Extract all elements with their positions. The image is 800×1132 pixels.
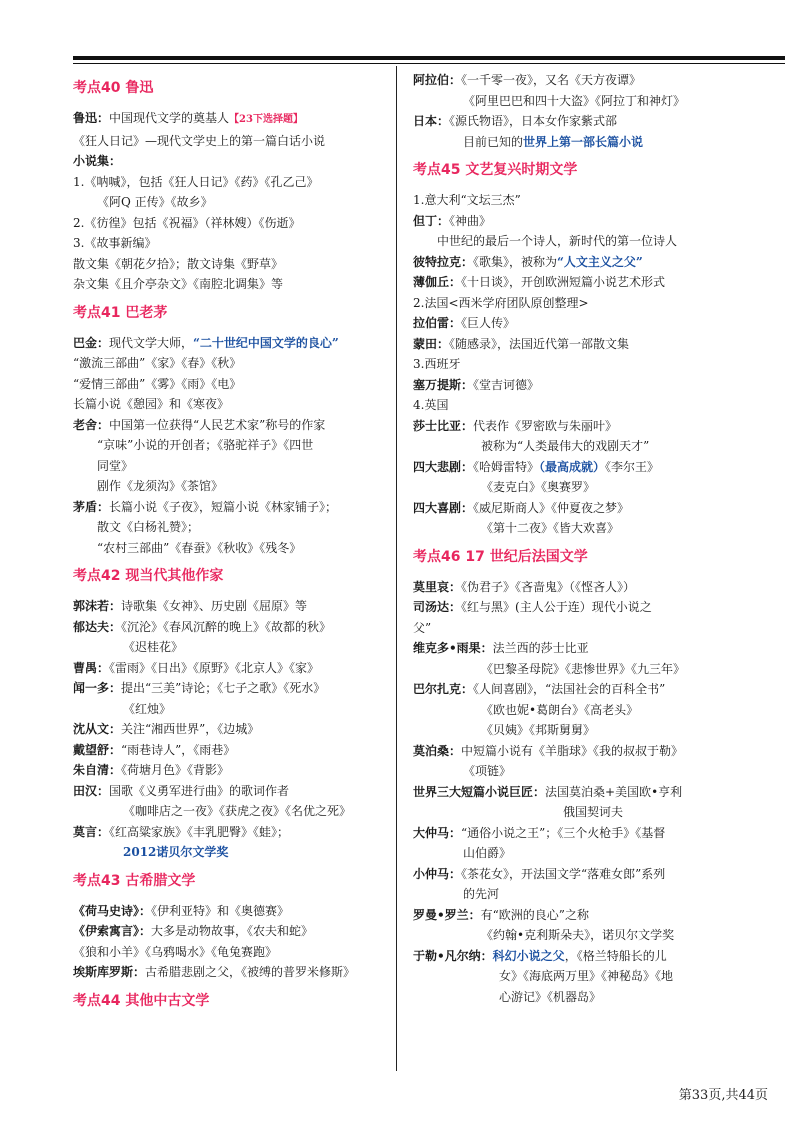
text-line: 小说集：: [73, 154, 122, 168]
text-line: 小仲马：《茶花女》，开法国文学“落难女郎”系列: [413, 866, 666, 881]
text-line: 1.意大利“文坛三杰”: [413, 193, 521, 207]
text-line: 莫里哀：《伪君子》《吝啬鬼》（《悭吝人》）: [413, 579, 636, 594]
text-line: 《伊索寓言》：大多是动物故事，《农夫和蛇》: [73, 924, 314, 938]
text-line: 《狼和小羊》《乌鸦喝水》《龟兔赛跑》: [73, 944, 278, 959]
section-heading-40: 考点40 鲁迅: [73, 80, 154, 96]
text-line: 日本：《源氏物语》，日本女作家紫式部: [413, 114, 618, 128]
text-line: 莎士比亚：代表作《罗密欧与朱丽叶》: [413, 418, 618, 433]
text-line: 《欧也妮•葛朗台》《高老头》: [481, 702, 639, 717]
text-line: 3.《故事新编》: [73, 236, 157, 250]
text-line: 薄伽丘：《十日谈》，开创欧洲短篇小说艺术形式: [413, 275, 666, 289]
text-line: 4.英国: [413, 398, 449, 412]
text-line: 散文集《朝花夕拾》；散文诗集《野草》: [73, 256, 284, 271]
text-line: 被称为“人类最伟大的戏剧天才”: [481, 439, 650, 453]
text-line: 长篇小说《憩园》和《寒夜》: [73, 397, 230, 411]
text-line: 父”: [413, 620, 432, 635]
text-line: 《咖啡店之一夜》《获虎之夜》《名优之死》: [123, 804, 352, 818]
text-line: 《狂人日记》—现代文学史上的第一篇白话小说: [73, 133, 326, 148]
text-line: 《巴黎圣母院》《悲惨世界》《九三年》: [481, 661, 686, 676]
text-line: 维克多•雨果：法兰西的莎士比亚: [413, 641, 589, 655]
text-line: 俄国契诃夫: [563, 805, 624, 819]
text-line: 戴望舒：“雨巷诗人”，《雨巷》: [73, 742, 236, 757]
text-line: 彼特拉克：《歌集》，被称为“人文主义之父”: [413, 254, 643, 269]
text-line: 中世纪的最后一个诗人，新时代的第一位诗人: [437, 234, 678, 248]
text-line: 鲁迅：中国现代文学的奠基人【23下选择题】: [73, 111, 303, 125]
text-line: 1.《呐喊》，包括《狂人日记》《药》《孔乙己》: [73, 174, 319, 189]
text-line: 茅盾：长篇小说《子夜》，短篇小说《林家铺子》；: [73, 499, 338, 514]
text-line: 郭沫若：诗歌集《女神》、历史剧《屈原》等: [73, 599, 308, 613]
text-line: 罗曼•罗兰：有“欧洲的良心”之称: [413, 907, 589, 922]
text-line: 《荷马史诗》：《伊利亚特》和《奥德赛》: [73, 903, 290, 918]
text-line: 《阿Q 正传》《故乡》: [97, 195, 213, 209]
text-line: 田汉：国歌《义勇军进行曲》的歌词作者: [73, 783, 290, 798]
text-line: 《麦克白》《奥赛罗》: [481, 480, 596, 494]
text-line: 女》《海底两万里》《神秘岛》《地: [499, 969, 674, 983]
text-line: 《约翰•克利斯朵夫》，诺贝尔文学奖: [481, 928, 675, 942]
text-line: 巴尔扎克：《人间喜剧》，“法国社会的百科全书”: [413, 682, 666, 696]
section-heading-44: 考点44 其他中古文学: [73, 992, 210, 1009]
text-line: 《迟桂花》: [123, 640, 184, 654]
text-line: 心游记》《机器岛》: [499, 989, 602, 1004]
text-line: 拉伯雷：《巨人传》: [413, 316, 516, 330]
text-line: 埃斯库罗斯：古希腊悲剧之父，《被缚的普罗米修斯》: [73, 965, 356, 979]
page-number: 第33页,共44页: [678, 1088, 768, 1103]
section-heading-41: 考点41 巴老茅: [73, 304, 168, 321]
text-line: 2.《彷徨》包括《祝福》（祥林嫂）《伤逝》: [73, 215, 301, 230]
left-column: [73, 70, 385, 1021]
text-line: 于勒•凡尔纳：科幻小说之父，《格兰特船长的儿: [413, 948, 667, 963]
text-line: 四大悲剧：《哈姆雷特》（最高成就）《李尔王》: [413, 459, 660, 474]
column-divider: [396, 66, 397, 1071]
text-line: 司汤达：《红与黑》(主人公于连）现代小说之: [413, 600, 652, 614]
text-line: 闻一多：提出“三美”诗论；《七子之歌》《死水》: [73, 681, 326, 695]
text-line: “京味”小说的开创者；《骆驼祥子》《四世: [97, 438, 314, 452]
text-line: 但丁：《神曲》: [413, 213, 492, 228]
text-line: 莫泊桑：中短篇小说有《羊脂球》《我的叔叔于勒》: [413, 743, 684, 758]
text-line: 《红烛》: [123, 701, 172, 716]
section-heading-45: 考点45 文艺复兴时期文学: [413, 162, 578, 178]
text-line: 曹禺：《雷雨》《日出》《原野》《北京人》《家》: [73, 660, 320, 675]
text-line: 朱自清：《荷塘月色》《背影》: [73, 763, 230, 777]
text-line: 老舍：中国第一位获得“人民艺术家”称号的作家: [73, 417, 326, 432]
text-line: “农村三部曲”《春蚕》《秋收》《残冬》: [97, 540, 302, 555]
text-line: 杂文集《且介亭杂文》《南腔北调集》等: [73, 277, 284, 291]
text-line: “激流三部曲”《家》《春》《秋》: [73, 356, 242, 370]
text-line: 《阿里巴巴和四十大盗》《阿拉丁和神灯》: [463, 93, 686, 108]
text-line: 蒙田：《随感录》，法国近代第一部散文集: [413, 336, 630, 351]
section-heading-43: 考点43 古希腊文学: [73, 872, 196, 889]
section-heading-46: 考点46 17 世纪后法国文学: [413, 548, 588, 565]
text-line: 四大喜剧：《威尼斯商人》《仲夏夜之梦》: [413, 500, 630, 515]
text-line: 塞万提斯：《堂吉诃德》: [413, 377, 540, 392]
text-line: 沈从文：关注“湘西世界”，《边城》: [73, 722, 260, 736]
text-line: 目前已知的世界上第一部长篇小说: [463, 134, 644, 149]
text-line: 2012诺贝尔文学奖: [123, 845, 229, 859]
text-line: 山伯爵》: [463, 846, 512, 860]
text-line: 《项链》: [463, 764, 512, 778]
text-line: 巴金：现代文学大师，“二十世纪中国文学的良心”: [73, 335, 339, 350]
text-line: 莫言：《红高粱家族》《丰乳肥臀》《蛙》；: [73, 824, 290, 839]
text-line: 大仲马：“通俗小说之王”；《三个火枪手》《基督: [413, 825, 666, 840]
text-line: 阿拉伯：《一千零一夜》，又名《天方夜谭》: [413, 73, 642, 87]
text-line: 《第十二夜》《皆大欢喜》: [481, 521, 620, 535]
text-line: 郁达夫：《沉沦》《春风沉醉的晚上》《故都的秋》: [73, 619, 332, 634]
text-line: 同堂》: [97, 458, 134, 473]
top-rule-thin: [73, 63, 785, 64]
text-line: 2.法国<西米学府团队原创整理>: [413, 295, 589, 310]
text-line: 世界三大短篇小说巨匠：法国莫泊桑+美国欧•亨利: [413, 784, 683, 799]
section-heading-42: 考点42 现当代其他作家: [73, 568, 224, 584]
right-column: [413, 70, 788, 1007]
top-rule: [73, 56, 785, 60]
text-line: 《贝姨》《邦斯舅舅》: [481, 723, 596, 737]
text-line: 的先河: [463, 887, 500, 901]
text-line: 3.西班牙: [413, 357, 461, 371]
text-line: 散文《白杨礼赞》；: [97, 520, 200, 534]
text-line: “爱情三部曲”《雾》《雨》《电》: [73, 376, 242, 391]
text-line: 剧作《龙须沟》《茶馆》: [97, 479, 224, 493]
